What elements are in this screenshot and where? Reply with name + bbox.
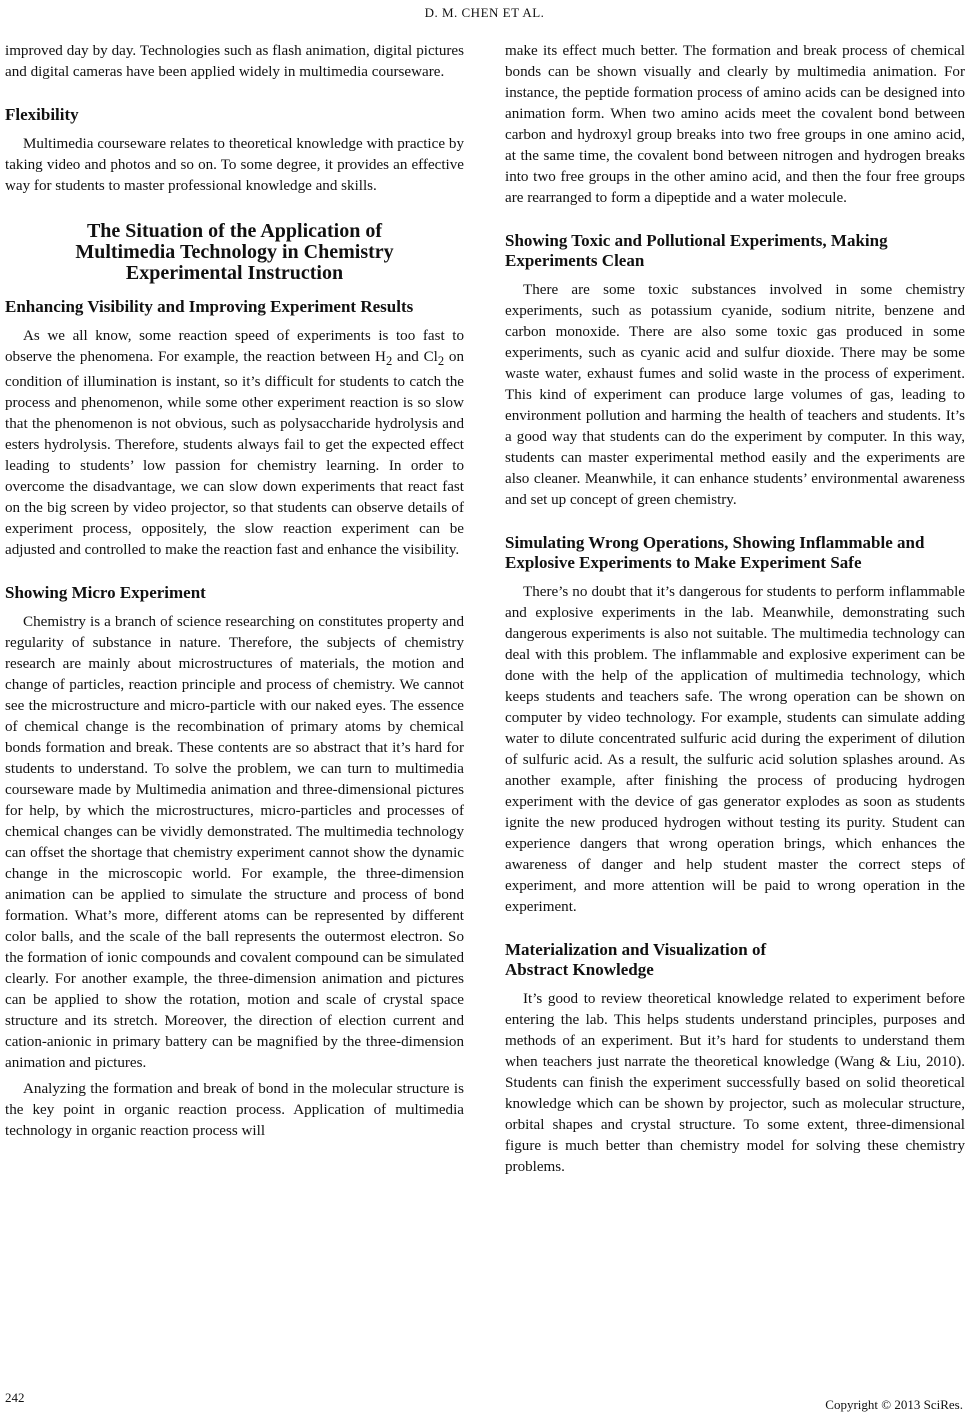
paragraph-toxic: There are some toxic substances involved in some chemistry experiments, such as potassium cyanide, sodium nitrite, benzene and carbon monoxide. There are also some toxic gas produced in some experiments, such as cyanic acid and sulfur dioxide. There may be some waste water, exhaust fumes and solid waste in the process of experiment. This kind of experiment can produce large volumes of gas, leading to environment pollution and harming the health of teachers and students. It’s a good way that students can do the experiment by computer. In this way, students can master experimental method easily and the experiments are also cleaner. Meanwhile, it can enhance students’ environmental awareness and set up concept of green chemistry. — [505, 282, 965, 508]
running-head: D. M. CHEN ET AL. — [424, 5, 545, 20]
paragraph-micro: Chemistry is a branch of science researching on constitutes property and regularity of substance in nature. Therefore, the subjects of chemistry research are mainly about microstructures of materials, the motion and change of particles, reaction principle and process of chemistry. We cannot see the microstructure and micro-particle with our naked eyes. The essence of chemical change is the recombination of primary atoms by chemical bonds formation and break. These contents are so abstract that it’s hard for students to understand. To solve the problem, we can turn to multimedia courseware made by Multimedia animation and three-dimensional pictures for help, by which the microstructures, micro-particles and processes of chemical changes can be vividly demonstrated. The multimedia technology can offset the shortage that chemistry experiment cannot show the dynamic change in the microscopic world. For example, the three-dimension animation can be applied to simulate the structure and process of bond formation. What’s more, different atoms can be represented by different color balls, and the scale of the ball represents the outermost electron. So the formation of ionic compounds and covalent compound can be simulated clearly. For another example, the three-dimension animation and pictures can be applied to show the rotation, motion and scale of crystal space structure and its stretch. Moreover, the direction of election current and cation-anionic in primary battery can be magnified by the three-dimension animation and pictures. — [5, 614, 464, 1072]
section-title: The Situation of the Application of Multimedia Technology in Chemistry Experimental Instruction — [75, 220, 394, 284]
paragraph-visibility-part-a: As we all know, some reaction speed of experiments is too fast to observe the phenomena. For example, the reaction between H — [5, 328, 464, 365]
right-column — [505, 41, 965, 1178]
heading-flexibility: Flexibility — [5, 105, 79, 124]
paragraph-flexibility: Multimedia courseware relates to theoretical knowledge with practice by taking video and photos and so on. To some degree, it provides an effective way for students to master professional knowledge and skills. — [5, 136, 464, 194]
paragraph-bond: Analyzing the formation and break of bond in the molecular structure is the key point in organic reaction process. Application of multimedia technology in organic reaction process will — [5, 1081, 464, 1140]
subscript-cl2: 2 — [437, 354, 445, 369]
page-number: 242 — [5, 1390, 25, 1405]
paragraph-abstract: It’s good to review theoretical knowledge related to experiment before entering the lab. This helps students understand principles, purposes and methods of an experiment. But it’s hard for students to understand them when teachers just narrate the theoretical knowledge (Wang & Liu, 2010). Students can finish the experiment successfully based on solid theoretical knowledge which can be shown by projector, such as molecular structure, orbital shapes and crystal structure. To some extent, three-dimensional figure is much better than chemistry model for solving these chemistry problems. — [505, 991, 965, 1175]
heading-toxic: Showing Toxic and Pollutional Experiments, Making Experiments Clean — [505, 231, 888, 270]
subscript-h2: 2 — [385, 354, 393, 369]
heading-visibility: Enhancing Visibility and Improving Experiment Results — [5, 297, 414, 316]
paragraph-visibility — [5, 326, 464, 561]
paragraph-visibility-part-c: on condition of illumination is instant, so it’s difficult for students to catch the process and phenomenon, while some other experiment reaction is so slow that the phenomenon is not obvious, such as polysaccharide hydrolysis and esters hydrolysis. Therefore, students always fail to get the expected effect leading to students’ low passion for chemistry learning. In order to overcome the disadvantage, we can slow down experiments that react fast on the big screen by video projector, so that students can observe details of experiment process, oppositely, the slow reaction experiment can be adjusted and controlled to make the reaction fast and enhance the visibility. — [5, 349, 464, 559]
paragraph-continued: improved day by day. Technologies such as flash animation, digital pictures and digital cameras have been applied widely in multimedia courseware. — [5, 43, 464, 80]
paragraph-wrong-operations: There’s no doubt that it’s dangerous for students to perform inflammable and explosive experiments in the lab. Meanwhile, demonstrating such dangerous experiments is also not suitable. The multimedia technology can deal with this problem. The inflammable and explosive experiment can be done with the help of the application of multimedia technology, which keeps students and teachers safe. The wrong operation can be shown on computer by video technology. For example, students can simulate adding water to dilute concentrated sulfuric acid during the experiment of dilution of sulfuric acid. As a result, the sulfuric acid solution splashes around. As another example, after finishing the process of producing hydrogen experiment with the device of gas generator explodes as soon as students ignite the new produced hydrogen without testing its purity. Student can experience dangers that wrong operation brings, which enhances the awareness of danger and help student master the correct steps of experiment, and more attention will be paid to wrong operation in the experiment. — [505, 584, 965, 915]
copyright: Copyright © 2013 SciRes. — [825, 1397, 963, 1412]
paragraph-continued-right: make its effect much better. The formation and break process of chemical bonds can be shown visually and clearly by multimedia animation. For instance, the peptide formation process of amino acids can be designed into animation form. When two amino acids meet the covalent bond between carbon and hydroxyl group breaks into two free groups in one amino acid, at the same time, the covalent bond between nitrogen and hydrogen breaks into two free groups in the other amino acid, and then the four free groups are rearranged to form a dipeptide and a water molecule. — [505, 43, 965, 206]
left-column — [5, 41, 464, 1142]
paragraph-visibility-part-b: and Cl — [392, 349, 438, 365]
heading-abstract: Materialization and Visualization of Abstract Knowledge — [505, 940, 767, 979]
heading-wrong-operations: Simulating Wrong Operations, Showing Inflammable and Explosive Experiments to Make Experiment Safe — [505, 533, 925, 572]
heading-micro: Showing Micro Experiment — [5, 583, 206, 603]
